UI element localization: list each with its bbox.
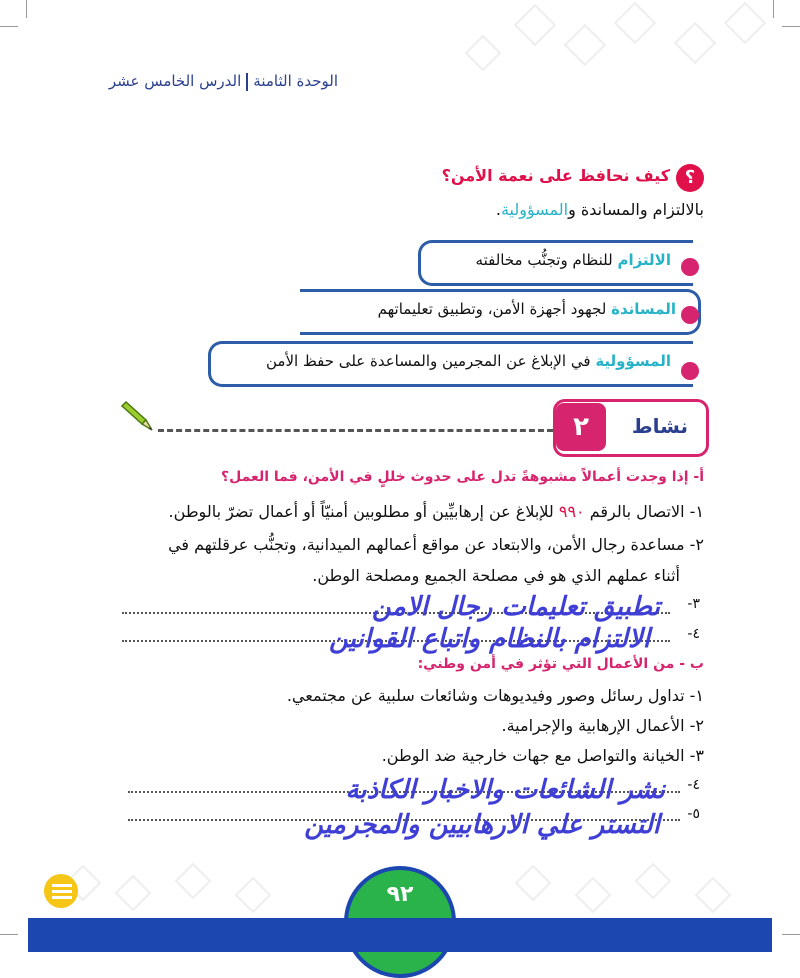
crop-mark bbox=[0, 26, 18, 27]
concept-keyword: المسؤولية bbox=[595, 352, 671, 370]
decor-shape bbox=[674, 22, 716, 64]
handwritten-answer: تطبيق تعليمات رجال الامن bbox=[372, 592, 660, 622]
list-item: ٢- مساعدة رجال الأمن، والابتعاد عن مواقع أعمالهم الميدانية، وتجنُّب عرقلتهم في bbox=[168, 535, 704, 554]
crop-mark bbox=[782, 934, 800, 935]
crop-mark bbox=[0, 934, 18, 935]
item-number: ٥- bbox=[687, 806, 700, 822]
page-header bbox=[80, 72, 338, 100]
decor-shape bbox=[564, 24, 606, 66]
bullet-dot bbox=[681, 306, 699, 324]
bullet-dot bbox=[681, 362, 699, 380]
publisher-logo bbox=[44, 874, 78, 908]
activity-label: نشاط bbox=[631, 414, 688, 438]
crop-mark bbox=[782, 26, 800, 27]
decor-shape bbox=[695, 877, 732, 914]
decor-shape bbox=[235, 877, 272, 914]
bullet-dot bbox=[681, 258, 699, 276]
activity-number: ٢ bbox=[556, 403, 606, 451]
emergency-number: ٩٩٠ bbox=[558, 502, 585, 521]
decor-shape bbox=[724, 2, 766, 44]
concept-description: في الإبلاغ عن المجرمين والمساعدة على حفظ الأمن bbox=[266, 352, 596, 370]
list-item: ٣- الخيانة والتواصل مع جهات خارجية ضد الوطن. bbox=[381, 746, 704, 765]
decor-shape bbox=[175, 863, 212, 900]
handwritten-answer: التستر علي الارهابيين والمجرمين bbox=[304, 810, 660, 840]
section-b-question: ب - من الأعمال التي تؤثر في أمن وطني: bbox=[417, 656, 704, 672]
logo-stripe bbox=[52, 896, 72, 899]
crop-mark bbox=[773, 0, 774, 18]
crop-mark bbox=[26, 0, 27, 18]
concept-description: لجهود أجهزة الأمن، وتطبيق تعليماتهم bbox=[377, 300, 612, 318]
decor-shape bbox=[115, 875, 152, 912]
concept-box-commitment bbox=[418, 240, 693, 286]
list-item: ١- تداول رسائل وصور وفيديوهات وشائعات سلبية عن مجتمعي. bbox=[286, 686, 704, 705]
section-a-question: أ- إذا وجدت أعمالاً مشبوهةً تدل على حدوث خللٍ في الأمن، فما العمل؟ bbox=[221, 469, 704, 485]
concept-text bbox=[378, 300, 676, 318]
footer-bar bbox=[28, 918, 772, 952]
decor-shape bbox=[635, 863, 672, 900]
answer-highlight: المسؤولية bbox=[500, 200, 569, 219]
list-item bbox=[169, 502, 704, 521]
section-question: كيف نحافظ على نعمة الأمن؟ bbox=[441, 166, 670, 185]
decor-shape bbox=[465, 35, 502, 72]
item-number: ٣- bbox=[687, 596, 700, 612]
concept-text bbox=[476, 251, 671, 269]
list-item: ٢- الأعمال الإرهابية والإجرامية. bbox=[501, 716, 704, 735]
item-text: ١- الاتصال بالرقم bbox=[584, 502, 704, 521]
pencil-icon bbox=[120, 398, 154, 432]
decor-shape bbox=[614, 2, 656, 44]
unit-title: الوحدة الثامنة bbox=[253, 72, 338, 90]
activity-divider bbox=[158, 429, 553, 432]
handwritten-answer: نشر الشائعات والاخبار الكاذبة bbox=[345, 775, 665, 805]
answer-prefix: بالالتزام والمساندة و bbox=[568, 200, 704, 219]
item-number: ٤- bbox=[687, 777, 700, 793]
logo-stripe bbox=[52, 890, 72, 893]
concept-keyword: المساندة bbox=[611, 300, 676, 318]
list-item-continuation: أثناء عملهم الذي هو في مصلحة الجميع ومصلحة الوطن. bbox=[312, 566, 680, 585]
lesson-title: الدرس الخامس عشر bbox=[108, 72, 242, 90]
header-separator bbox=[246, 73, 248, 91]
answer-suffix: . bbox=[495, 200, 501, 219]
question-mark-icon: ؟ bbox=[676, 164, 704, 192]
handwritten-answer: الالتزام بالنظام واتباع القوانين bbox=[328, 624, 650, 654]
concept-box-support bbox=[300, 289, 701, 335]
item-number: ٤- bbox=[687, 626, 700, 642]
section-answer bbox=[496, 200, 704, 219]
decor-shape bbox=[514, 4, 556, 46]
logo-stripe bbox=[52, 884, 72, 887]
concept-box-responsibility bbox=[208, 341, 693, 387]
page-number: ٩٢ bbox=[386, 882, 414, 907]
decor-shape bbox=[575, 877, 612, 914]
concept-keyword: الالتزام bbox=[617, 251, 671, 269]
concept-description: للنظام وتجنُّب مخالفته bbox=[475, 251, 618, 269]
concept-text bbox=[266, 352, 671, 370]
item-text: للإبلاغ عن إرهابيِّين أو مطلوبين أمنيّاً أو أعمال تضرّ بالوطن. bbox=[168, 502, 559, 521]
decor-shape bbox=[515, 865, 552, 902]
